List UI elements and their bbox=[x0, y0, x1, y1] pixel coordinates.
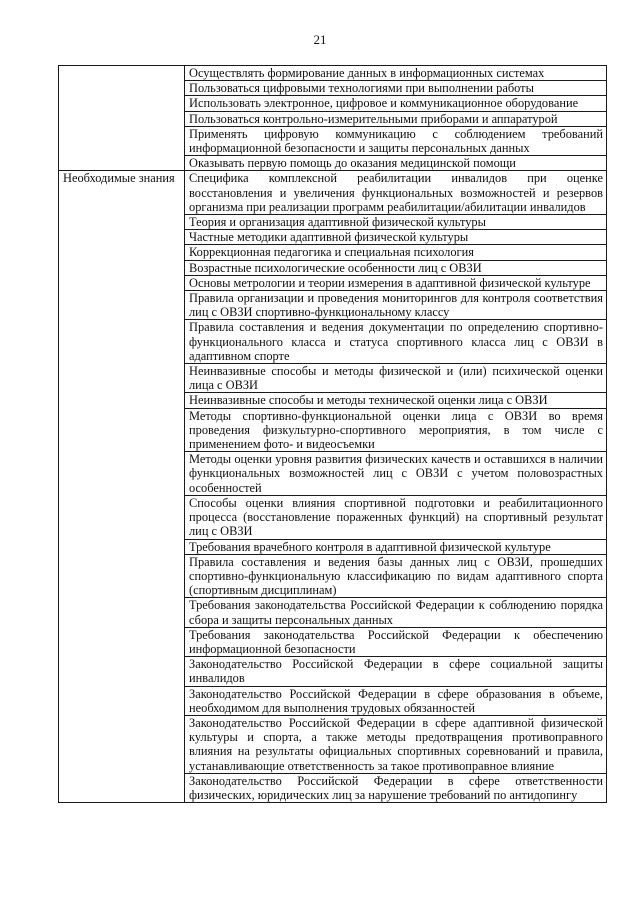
knowledge-item: Законодательство Российской Федерации в сфере адаптивной физической культуры и спорта, а также методы предотвращения противоправного влияния на результаты официальных спортивных соревнований и правила, устанавливающие ответственность за такое противоправное влияние bbox=[185, 715, 607, 773]
knowledge-item: Неинвазивные способы и методы технической оценки лица с ОВЗИ bbox=[185, 393, 607, 408]
knowledge-item: Способы оценки влияния спортивной подготовки и реабилитационного процесса (восстановление пораженных функций) на спортивный результат лиц с ОВЗИ bbox=[185, 495, 607, 539]
knowledge-item: Законодательство Российской Федерации в сфере образования в объеме, необходимом для выполнения трудовых обязанностей bbox=[185, 686, 607, 715]
section-label-skills bbox=[59, 66, 185, 171]
table-row bbox=[59, 171, 607, 215]
knowledge-item: Правила организации и проведения мониторингов для контроля соответствия лиц с ОВЗИ спортивно-функциональному классу bbox=[185, 291, 607, 320]
knowledge-item: Законодательство Российской Федерации в сфере социальной защиты инвалидов bbox=[185, 657, 607, 686]
knowledge-item: Правила составления и ведения документации по определению спортивно-функционального класса и статуса спортивного класса лиц с ОВЗИ в адаптивном спорте bbox=[185, 320, 607, 364]
knowledge-item: Правила составления и ведения базы данных лиц с ОВЗИ, прошедших спортивно-функциональную классификацию по видам адаптивного спорта (спортивным дисциплинам) bbox=[185, 554, 607, 598]
skill-item: Оказывать первую помощь до оказания медицинской помощи bbox=[185, 156, 607, 171]
requirements-table bbox=[58, 65, 607, 803]
knowledge-item: Возрастные психологические особенности лиц с ОВЗИ bbox=[185, 260, 607, 275]
table-row bbox=[59, 66, 607, 81]
skill-item: Пользоваться контрольно-измерительными приборами и аппаратурой bbox=[185, 111, 607, 126]
knowledge-item: Методы оценки уровня развития физических качеств и оставшихся в наличии функциональных возможностей лиц с ОВЗИ с учетом половозрастных особенностей bbox=[185, 452, 607, 496]
knowledge-item: Законодательство Российской Федерации в сфере ответственности физических, юридических лиц за нарушение требований по антидопингу bbox=[185, 773, 607, 802]
knowledge-item: Частные методики адаптивной физической культуры bbox=[185, 230, 607, 245]
knowledge-item: Неинвазивные способы и методы физической и (или) психической оценки лица с ОВЗИ bbox=[185, 364, 607, 393]
knowledge-item: Основы метрологии и теории измерения в адаптивной физической культуре bbox=[185, 275, 607, 290]
page-number: 21 bbox=[313, 32, 327, 47]
skill-item: Использовать электронное, цифровое и коммуникационное оборудование bbox=[185, 96, 607, 111]
knowledge-item: Специфика комплексной реабилитации инвалидов при оценке восстановления и увеличения функциональных возможностей и резервов организма при реализации программ реабилитации/абилитации инвалидов bbox=[185, 171, 607, 215]
section-label-knowledge: Необходимые знания bbox=[59, 171, 185, 803]
skill-item: Применять цифровую коммуникацию с соблюдением требований информационной безопасности и защиты персональных данных bbox=[185, 126, 607, 155]
knowledge-item: Коррекционная педагогика и специальная психология bbox=[185, 245, 607, 260]
knowledge-item: Требования законодательства Российской Федерации к обеспечению информационной безопасности bbox=[185, 627, 607, 656]
knowledge-item: Методы спортивно-функциональной оценки лица с ОВЗИ во время проведения физкультурно-спортивного мероприятия, в том числе с применением фото- и видеосъемки bbox=[185, 408, 607, 452]
knowledge-item: Теория и организация адаптивной физической культуры bbox=[185, 215, 607, 230]
knowledge-item: Требования законодательства Российской Федерации к соблюдению порядка сбора и защиты персональных данных bbox=[185, 598, 607, 627]
knowledge-item: Требования врачебного контроля в адаптивной физической культуре bbox=[185, 539, 607, 554]
skill-item: Пользоваться цифровыми технологиями при выполнении работы bbox=[185, 81, 607, 96]
skill-item: Осуществлять формирование данных в информационных системах bbox=[185, 66, 607, 81]
